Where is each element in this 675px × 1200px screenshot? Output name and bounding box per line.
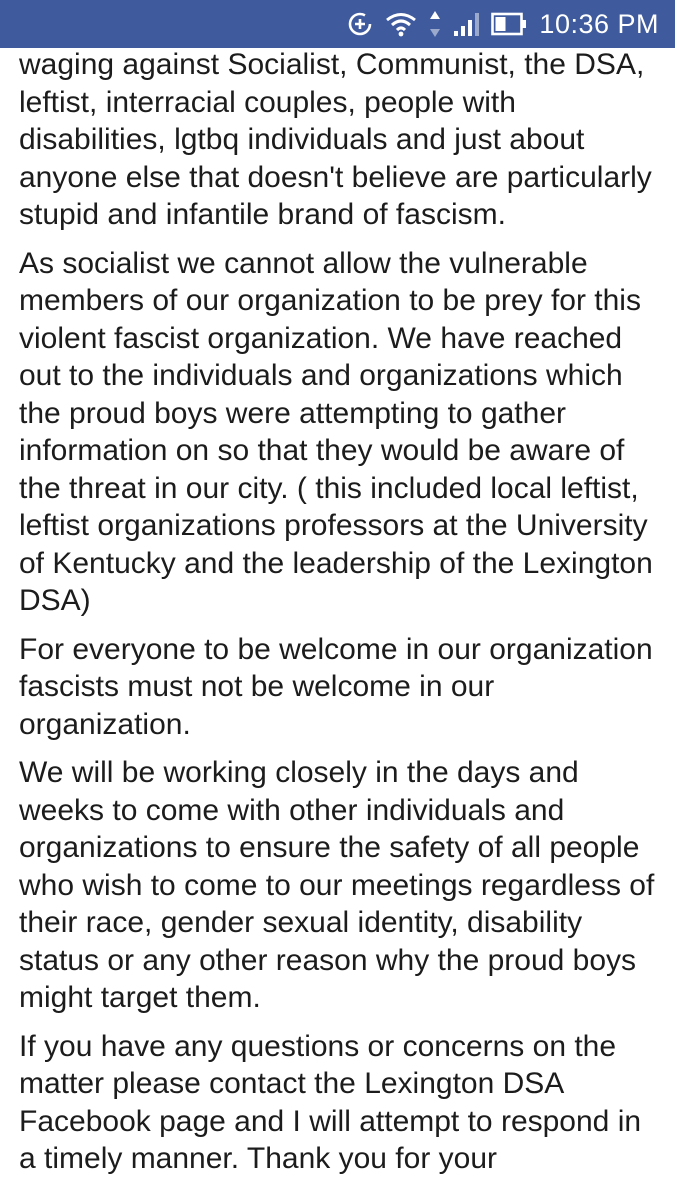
post-paragraph: We will be working closely in the days and weeks to come with other individuals and organizations to ensure the safety of all people who wish to come to our meetings regardless of their race, gender sexual identity, disability status or any other reason why the proud boys might target them. bbox=[19, 756, 655, 1014]
post-body bbox=[0, 46, 675, 1189]
status-bar bbox=[0, 0, 675, 48]
post-paragraph: If you have any questions or concerns on the matter please contact the Lexington DSA Facebook page and I will attempt to respond in a timely manner. Thank you for your bbox=[19, 1029, 642, 1175]
status-time: 10:36 PM bbox=[539, 8, 659, 39]
post-paragraph: waging against Socialist, Communist, the DSA, leftist, interracial couples, people with disabilities, lgtbq individuals and just about anyone else that doesn't believe are particularly stupid and infantile brand of fascism. bbox=[19, 48, 652, 231]
post-paragraph: As socialist we cannot allow the vulnerable members of our organization to be prey for this violent fascist organization. We have reached out to the individuals and organizations which the proud boys were attempting to gather information on so that they would be aware of the threat in our city. ( this included local leftist, leftist organizations professors at the University of Kentucky and the leadership of the Lexington DSA) bbox=[19, 246, 653, 617]
post-paragraph: For everyone to be welcome in our organization fascists must not be welcome in our organization. bbox=[19, 632, 653, 741]
wifi-icon bbox=[385, 11, 417, 37]
data-saver-icon bbox=[347, 11, 373, 37]
signal-icon bbox=[453, 11, 479, 37]
data-transfer-icon bbox=[429, 9, 441, 39]
battery-icon bbox=[491, 12, 527, 36]
